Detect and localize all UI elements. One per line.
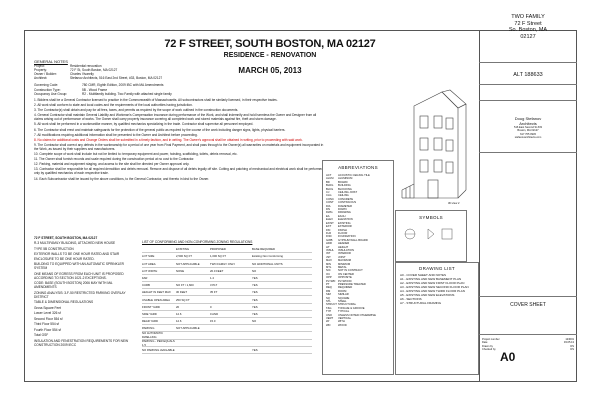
abbreviation-code: ACT xyxy=(326,174,332,177)
note-item: 3. The Contractor(s) shall obtain and pay for all fees, taxes, and permits as required by the scope of work outlined in the construction documents. xyxy=(34,108,239,113)
abbreviation-code: OPP xyxy=(326,276,332,280)
firm-address-line: stefanovarchitects.com xyxy=(514,135,542,139)
table-cell: TWO FAMILY ONLY xyxy=(210,261,236,266)
abbreviation-meaning: MAXIMUM xyxy=(338,259,351,263)
table-cell: NO xyxy=(252,319,257,324)
abbreviation-code: INT xyxy=(326,252,331,256)
abbreviation-code: OC xyxy=(326,272,331,276)
abbreviation-code: UNO xyxy=(326,313,332,317)
meta-value: 03.05.13 xyxy=(563,341,574,345)
table-cell: USABLE OPEN AREA xyxy=(142,297,170,302)
abbreviation-meaning: EXTERIOR xyxy=(338,225,352,229)
table-cell: 20 xyxy=(176,304,180,309)
general-notes-header xyxy=(34,60,214,96)
abbreviation-meaning: HEIGHT xyxy=(338,245,349,249)
note-item: 6. The Contractor shall erect and maintain safeguards for the protection of the general public as required by the course of the work including danger signs, lights, physical barriers. xyxy=(34,127,286,132)
table-cell: 35 FT xyxy=(210,290,218,295)
abbreviation-code: W/ xyxy=(326,320,330,324)
abbreviation-code: DN xyxy=(326,208,330,212)
abbreviation-code: VERT xyxy=(326,317,334,321)
title-block-alt-number: ALT 188633 xyxy=(513,72,543,78)
abbreviations-list xyxy=(326,174,393,327)
abbreviation-meaning: ALUMINUM xyxy=(338,177,353,181)
title-block-divider xyxy=(479,30,480,382)
abbreviation-code: PT xyxy=(326,283,330,286)
abbreviation-meaning: WOOD xyxy=(338,323,347,327)
abbreviation-code: INSUL xyxy=(326,248,334,252)
firm-line: Architects xyxy=(519,121,537,126)
table-header-cell: BASE REQUIRED xyxy=(252,247,276,252)
table-row xyxy=(142,289,312,296)
note-item: 11. The Owner shall furnish records and scale required during the construction period at no cost to the Contractor. xyxy=(34,157,195,162)
title-block-rule xyxy=(479,84,577,85)
zoning-line: Fourth Floor 554 sf xyxy=(34,327,61,332)
table-cell: YES xyxy=(252,311,258,316)
drawing-list-item: A7 - STRUCTURAL FRAMING xyxy=(400,301,442,305)
drawing-list-item: A3 - EXISTING AND NEW SECOND FLOOR PLAN xyxy=(400,285,469,289)
abbreviation-meaning: INTERIOR xyxy=(338,252,351,256)
table-row xyxy=(142,275,312,282)
table-cell: 1,000 SQ FT xyxy=(210,254,227,259)
note-item: 7. All modifications requiring additional information shall be presented to the Owner and Architect before proceeding. xyxy=(34,132,198,137)
drawing-list-item: A5 - EXISTING AND NEW ELEVATIONS xyxy=(400,293,455,297)
table-cell: NO ADDITIONAL UNITS xyxy=(252,261,283,266)
abbreviation-code: WD xyxy=(326,323,331,327)
abbreviation-meaning: BUILDING xyxy=(338,184,351,188)
info-row xyxy=(34,92,214,96)
table-cell: LOT WIDTH xyxy=(142,268,158,273)
table-cell: 15.0 xyxy=(210,319,216,324)
table-row xyxy=(142,347,312,354)
table-cell: Existing Non Conforming xyxy=(252,254,283,259)
table-body xyxy=(142,253,312,354)
info-value: 780 CMR, Eighth Edition, 2009 IBC with MA Amendments xyxy=(82,83,164,88)
abbreviation-meaning: ON CENTER xyxy=(338,272,354,276)
detail-symbol-icon xyxy=(442,229,452,239)
abbreviation-code: DWG xyxy=(326,211,333,215)
abbreviation-code: CJ xyxy=(326,191,330,195)
meta-key: Date xyxy=(482,341,488,345)
table-cell: SIDE YARD xyxy=(142,311,157,316)
project-name-line: TWO FAMILY xyxy=(511,14,545,20)
table-cell: YES xyxy=(252,290,258,295)
info-value: Stefanov Architects, 516 East 2nd Street, #33, Boston, MA 02127 xyxy=(70,76,163,81)
abbreviation-meaning: BLOCKING xyxy=(338,187,352,191)
table-cell: YES xyxy=(252,297,258,302)
table-cell: FRONT YARD xyxy=(142,304,160,309)
abbreviation-code: SQ xyxy=(326,296,330,300)
abbreviation-meaning: STRUCTURAL xyxy=(338,303,357,307)
abbreviation-meaning: SIMILAR xyxy=(338,293,349,297)
abbreviation-code: CONC xyxy=(326,197,334,201)
table-cell: PARKING - PER EQUALS 1.5 xyxy=(142,338,175,347)
house-view-caption: 3D view 2 xyxy=(448,202,460,205)
info-key: Construction Type: xyxy=(34,87,61,92)
general-notes-list xyxy=(34,98,324,182)
abbreviation-meaning: TONGUE & GROOVE xyxy=(338,306,365,310)
abbreviation-code: FIN xyxy=(326,228,331,232)
conformity-heading: LIST OF CONFORMING AND NON-CONFORMING ZONING REGULATIONS xyxy=(142,240,253,244)
abbreviation-code: JST xyxy=(326,255,331,259)
firm-address-line: Boston, MA 02127 xyxy=(517,129,539,133)
abbreviation-meaning: VERTICAL xyxy=(338,317,352,321)
page-title: 72 F STREET, SOUTH BOSTON, MA 02127 xyxy=(164,38,376,50)
title-block-rule xyxy=(479,100,577,101)
abbreviation-code: FLR xyxy=(326,231,332,235)
table-row xyxy=(142,340,312,347)
abbreviation-meaning: CEILING JOIST xyxy=(338,191,358,195)
abbreviation-meaning: METAL xyxy=(338,265,347,269)
abbreviation-meaning: HEADER xyxy=(338,242,350,246)
table-cell: NO xyxy=(252,268,257,273)
info-value: R2 - Multifamily building. Two Family with attached single family xyxy=(82,91,172,96)
title-block-rule xyxy=(479,62,577,63)
house-3d-view-icon xyxy=(392,86,474,206)
table-row xyxy=(142,304,312,311)
table-cell: 2,500 SQ FT xyxy=(176,254,193,259)
info-key: Property: xyxy=(34,68,47,73)
abbreviation-code: HDR xyxy=(326,242,332,246)
abbreviation-code: TYP xyxy=(326,310,332,314)
project-name-line: 02127 xyxy=(520,33,536,40)
table-cell: CURB xyxy=(142,283,150,288)
table-cell: NONE xyxy=(176,268,185,273)
table-header-cell: EXISTING xyxy=(176,247,190,252)
info-value: 72 F St, South Boston, MA 02127 xyxy=(70,68,118,73)
abbreviation-code: REQ xyxy=(326,286,332,290)
abbreviation-code: CONT xyxy=(326,201,334,205)
firm-address-line: 617 765 0945 xyxy=(520,132,536,136)
project-name-line: 72 F Street xyxy=(514,20,542,27)
abbreviation-meaning: UNLESS NOTED OTHERWISE xyxy=(338,313,376,317)
table-header xyxy=(142,246,312,253)
conformity-table xyxy=(142,240,312,354)
abbreviation-code: ALUM xyxy=(326,177,334,181)
table-cell: NO AUTOMATIC DWELLING xyxy=(142,331,164,340)
sheet-number: A0 xyxy=(500,350,516,364)
abbreviation-code: BD xyxy=(326,180,330,184)
zoning-line: Lower Level 326 sf xyxy=(34,311,61,316)
abbreviation-meaning: WITH xyxy=(338,320,345,324)
title-block-rule xyxy=(479,296,577,297)
zoning-line: Gross Square Feet xyxy=(34,305,61,310)
zoning-lines xyxy=(34,241,134,346)
table-cell: YES xyxy=(252,283,258,288)
zoning-heading: 72 F STREET, SOUTH BOSTON, MA 02127 xyxy=(34,236,98,240)
abbreviation-meaning: ROOM xyxy=(338,289,347,293)
zoning-line: ONE MEANS OF EGRESS FROM EACH UNIT IS PROPOSED ACCORDING TO SECTION 1021.2 EXCEPTIONS. xyxy=(34,271,124,280)
abbreviation-meaning: TYPICAL xyxy=(338,310,350,314)
note-item: 14. Each Subcontractor shall be issued by the above conditions, to the General Contractor, and thereto in kind to the Owner. xyxy=(34,176,210,181)
table-cell: 0 AND xyxy=(210,311,219,316)
table-row xyxy=(142,253,312,260)
table-cell: 250 SQ FT xyxy=(176,297,190,302)
meta-value: DS xyxy=(570,348,574,352)
code-info xyxy=(34,83,214,95)
abbreviation-code: ELEV xyxy=(326,218,333,222)
note-item: 2. All work shall conform to state and local codes and the requirements of the local authorities having jurisdiction. xyxy=(34,103,193,108)
abbreviation-code: GWB xyxy=(326,238,333,242)
table-cell: 30 FEET xyxy=(176,290,188,295)
zoning-line: R-3 MULTIFAMILY BUILDING, ATTACHED NEW HOUSE xyxy=(34,241,116,246)
abbreviation-code: EA xyxy=(326,214,330,218)
abbreviation-item xyxy=(326,324,393,327)
title-block-rule xyxy=(479,152,577,153)
abbreviation-code: RM xyxy=(326,289,331,293)
project-name-line: So. Boston, MA xyxy=(508,27,548,33)
drawing-list-item: A2 - EXISTING AND NEW FIRST FLOOR PLAN xyxy=(400,281,465,285)
abbreviation-meaning: SQUARE xyxy=(338,296,350,300)
zoning-line: Total GSF xyxy=(34,333,49,338)
abbreviation-meaning: BOARD xyxy=(338,180,348,184)
table-cell: 12.6 xyxy=(176,311,182,316)
table-row xyxy=(142,311,312,318)
drawing-list-heading: DRAWING LIST xyxy=(419,266,455,271)
abbreviation-code: T&G xyxy=(326,306,332,310)
abbreviations-box xyxy=(322,160,394,375)
note-item: 12. Parking, material and equipment staging, and access to the site shall be directed per Owner approval only. xyxy=(34,162,190,167)
table-cell: LOT SIZE xyxy=(142,254,155,259)
abbreviation-meaning: FLOOR xyxy=(338,231,348,235)
table-cell: 12.6 xyxy=(176,319,182,324)
symbols-heading: SYMBOLS xyxy=(419,215,443,220)
table-cell: 1.4 xyxy=(210,275,214,280)
abbreviation-code: SIM xyxy=(326,293,331,297)
info-key: Architect: xyxy=(34,76,48,81)
table-cell: HEIGHT IN FEET MAX xyxy=(142,290,171,295)
meta-key: Checked by xyxy=(482,348,496,352)
symbols-box xyxy=(395,210,467,262)
table-cell: FAR xyxy=(142,275,148,280)
zoning-line: ZONING ANALYSIS: 3-F-50 RESTRICTED PARKING OVERLAY DISTRICT xyxy=(34,290,126,299)
abbreviation-code: BLKG xyxy=(326,187,334,191)
abbreviation-code: EXT xyxy=(326,225,332,229)
drawing-list-item: A0 - COVER SHEET AND NOTES xyxy=(400,273,446,277)
zoning-line: TYPE 5B CONSTRUCTION xyxy=(34,246,74,251)
table-cell: 20.0 FEET xyxy=(210,268,224,273)
info-value: Residential renovation xyxy=(70,64,102,69)
abbreviation-code: FND xyxy=(326,235,332,239)
abbreviation-meaning: DRAWING xyxy=(338,211,351,215)
info-value: 5B - Wood Frame xyxy=(82,87,108,92)
abbreviation-meaning: INSULATION xyxy=(338,248,354,252)
abbreviation-meaning: JOIST xyxy=(338,255,346,259)
page-date: MARCH 05, 2013 xyxy=(238,66,302,75)
drawing-list-box xyxy=(395,262,479,375)
table-cell: REAR YARD xyxy=(142,319,159,324)
meta-value: DS xyxy=(570,344,574,348)
abbreviation-code: NIC xyxy=(326,269,331,273)
drawing-list-item: A4 - EXISTING AND NEW THIRD FLOOR PLAN xyxy=(400,289,465,293)
info-value: Charles Vivarelly xyxy=(70,72,94,77)
abbreviation-code: STL xyxy=(326,300,331,304)
table-cell: NOT APPLICABLE xyxy=(176,261,200,266)
firm-address xyxy=(480,126,576,139)
info-key: Occupancy Use Group: xyxy=(34,91,68,96)
abbreviation-meaning: EXISTING xyxy=(338,221,351,225)
abbreviation-meaning: NOT IN CONTRACT xyxy=(338,269,363,273)
note-item: 8. No claims for additional costs and Change Orders shall be submitted in a timely fashion, and in writing. The Owner's approval shall be obtained in writing, prior to proceeding with said work. xyxy=(34,137,303,142)
abbreviation-code: STRUCT xyxy=(326,303,337,307)
drawing-list xyxy=(400,273,478,305)
note-item: 1. Bidders shall be a General Contractor licensed to practice in the Commonwealth of Massachusetts. All subcontractors shall be similarly licensed, in their respective trades. xyxy=(34,98,278,102)
abbreviation-meaning: STEEL xyxy=(338,300,347,304)
zoning-line: Third Floor 554 sf xyxy=(34,322,59,327)
table-cell: NO PARKING AVAILABLE xyxy=(142,347,175,352)
abbreviation-meaning: GYPSUM WALL BOARD xyxy=(338,238,368,242)
meta-value: 123001 xyxy=(565,338,574,341)
info-key: Governing Code: xyxy=(34,83,59,88)
table-cell: YES xyxy=(252,347,258,352)
table-cell: 3 PLT xyxy=(210,283,218,288)
abbreviation-meaning: REQUIRED xyxy=(338,286,353,290)
zoning-line: BUILDING TO EQUIPPED WITH AN AUTOMATIC SPRINKLER SYSTEM xyxy=(34,262,124,271)
sheet-title: COVER SHEET xyxy=(510,302,546,308)
abbreviation-code: CLG xyxy=(326,194,332,198)
zoning-line: EXTERIOR WALLS TO BE ONE HOUR RATED AND STAIR ENCLOSURE TO BE ONE HOUR RATED. xyxy=(34,252,120,261)
meta-key: Project number xyxy=(482,338,500,341)
abbreviation-code: BLDG xyxy=(326,184,334,188)
general-notes-heading: GENERAL NOTES xyxy=(34,59,68,64)
abbreviation-meaning: ELEVATION xyxy=(338,218,353,222)
table-cell: NOT APPLICABLE xyxy=(176,326,200,331)
table-cell: YES xyxy=(252,304,258,309)
abbreviation-code: DIA xyxy=(326,204,331,208)
drawing-list-item: A6 - SECTIONS xyxy=(400,297,422,301)
abbreviation-code: MTL xyxy=(326,265,332,269)
abbreviation-meaning: CEILING xyxy=(338,194,349,198)
abbreviations-heading: ABBREVIATIONS xyxy=(338,165,378,170)
drawing-list-item: A1 - EXISTING AND NEW BASEMENT PLAN xyxy=(400,277,462,281)
zoning-line: Second Floor 554 sf xyxy=(34,316,63,321)
abbreviation-meaning: DOWN xyxy=(338,208,347,212)
table-row xyxy=(142,260,312,267)
project-info xyxy=(34,64,214,80)
zoning-line: CODE: BASE (SOUTH BOSTON) 2006 MAY WITH MA. AMENDMENTS xyxy=(34,281,113,290)
abbreviation-code: MIN xyxy=(326,262,331,266)
title-block-rule xyxy=(479,334,577,335)
abbreviation-code: PLYWD xyxy=(326,279,336,283)
zoning-line: INSULATION AND FENESTRATION REQUIREMENTS FOR NEW CONSTRUCTION 2009 IECC xyxy=(34,338,129,347)
info-key: Project: xyxy=(34,64,45,69)
abbreviation-meaning: ACOUSTIC CEILING TILE xyxy=(338,174,370,177)
abbreviation-meaning: DIAMETER xyxy=(338,204,352,208)
abbreviation-meaning: CONTINUOUS xyxy=(338,201,357,205)
table-row xyxy=(142,268,312,275)
table-cell: NO FT / 1,600 xyxy=(176,283,194,288)
abbreviation-meaning: FOUNDATION xyxy=(338,235,356,239)
table-row xyxy=(142,296,312,303)
abbreviation-meaning: PLYWOOD xyxy=(338,279,352,283)
info-key: Owner / Builder: xyxy=(34,72,57,77)
firm-name xyxy=(480,116,576,126)
note-item: 13. Contractor shall be responsible for all required demolition and debris removal. Remove and dispose of all debris legally off site. Cutting and patching of mechanical and electrical work shall be performed only by qualified mechanics of each respective trade. xyxy=(34,167,324,176)
table-cell: 0 xyxy=(210,304,212,309)
table-cell: PARKING xyxy=(142,326,155,331)
abbreviation-code: HT xyxy=(326,245,330,249)
abbreviation-code: EXIST xyxy=(326,221,334,225)
abbreviation-meaning: CONCRETE xyxy=(338,197,354,201)
table-cell: LOT AREA xyxy=(142,261,156,266)
abbreviation-meaning: PRESSURE TREATED xyxy=(338,283,366,286)
abbreviation-meaning: FINISH xyxy=(338,228,347,232)
firm-line: Doug Stefanov xyxy=(514,116,542,121)
title-block-firm xyxy=(480,116,576,139)
note-item: 9. The Contractor shall correct any defects in the workmanship for a period of one year from Final Payment, and shall pass through to the Owner(s) all warranties on materials and equipment incorporated in the Work, as issued by their suppliers and manufacturers. xyxy=(34,142,324,151)
title-block-project-name xyxy=(480,14,576,40)
zoning-line: TABLE & DIMENSIONAL REGULATIONS xyxy=(34,300,94,305)
meta-key: Drawn by xyxy=(482,344,493,348)
table-row xyxy=(142,318,312,325)
abbreviation-code: MAX xyxy=(326,259,332,263)
note-item: 4. General Contractor shall maintain General Liability and Workman's Compensation insurance during performance of the Work, and shall indemnify and hold harmless the Owner and Designer from all claims arising out of performance of works. The Owner shall carry property insurance covering all completed work and stored materials against fire, theft and storm damage. xyxy=(34,113,317,122)
note-item: 10. Complete scope of work shall include but not be limited to: temporary equipment and power, hoisting, scaffolding, toilets, debris removal, etc. xyxy=(34,152,238,157)
note-item: 5. All work shall be performed in a workmanlike manner, by qualified mechanics specializing in the trade. Contractor shall supervise all personnel employed. xyxy=(34,122,254,127)
elevation-symbol-icon xyxy=(428,229,434,239)
table-row xyxy=(142,282,312,289)
abbreviation-meaning: OPPOSITE xyxy=(338,276,352,280)
firm-address-line: 516 East Second St #33 xyxy=(514,126,542,129)
symbols-legend-graphic xyxy=(396,220,466,256)
abbreviation-meaning: EACH xyxy=(338,214,346,218)
abbreviation-meaning: MINIMUM xyxy=(338,262,351,266)
zoning-block xyxy=(34,236,134,366)
page-subtitle: RESIDENCE - RENOVATION xyxy=(223,52,317,59)
table-cell: YES xyxy=(252,275,258,280)
table-header-cell: PROPOSED xyxy=(210,247,226,252)
